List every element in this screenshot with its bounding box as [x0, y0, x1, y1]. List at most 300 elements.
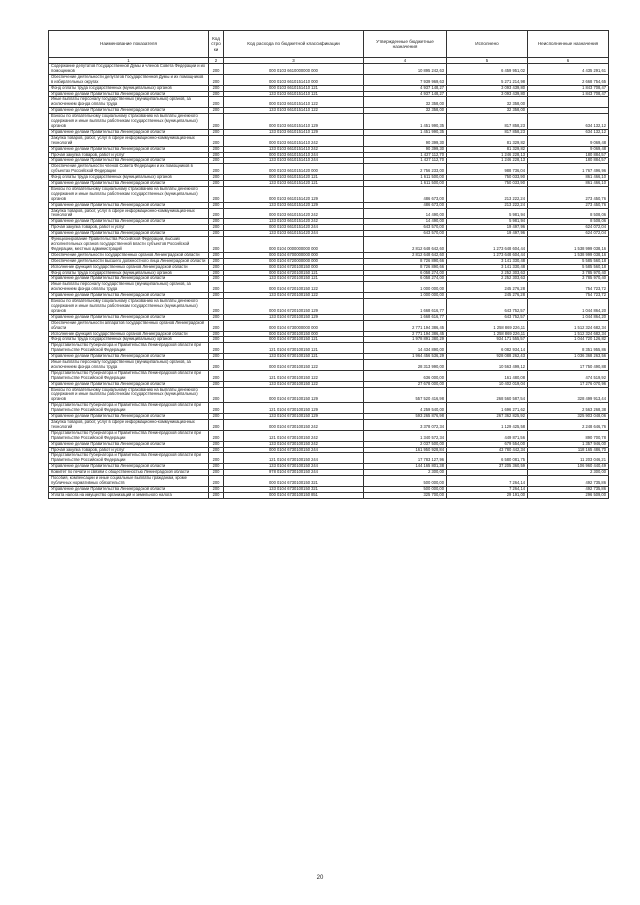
row-approved: 1 611 500,00: [364, 181, 447, 187]
row-unexecuted: 492 735,86: [528, 476, 609, 487]
row-approved: 144 165 801,38: [364, 464, 447, 470]
row-line-code: 200: [209, 486, 224, 492]
row-executed: 2 252 303,63: [447, 276, 528, 282]
row-executed: 1 273 648 604,44: [447, 237, 528, 253]
row-unexecuted: 634 132,12: [528, 114, 609, 130]
row-name: Прочая закупка товаров, работ и услуг: [49, 152, 209, 158]
row-line-code: 200: [209, 470, 224, 476]
row-executed: 32 358,00: [447, 97, 528, 108]
row-approved: 6 058 274,00: [364, 270, 447, 276]
row-budget-code: 000 0104 0000000000 000: [224, 237, 364, 253]
row-name: Иные выплаты персоналу государственных (муниципальных) органов, за исключением фонда оплаты труда: [49, 282, 209, 293]
row-executed: 245 276,28: [447, 282, 528, 293]
row-approved: 636 000,00: [364, 370, 447, 381]
table-row: [49, 360, 609, 371]
row-budget-code: 000 0104 6730100150 000: [224, 331, 364, 337]
row-unexecuted: 1 044 864,20: [528, 314, 609, 320]
table-row: [49, 492, 609, 498]
row-name: Обеспечение деятельности депутатов Государственной Думы и их помощников в избирательных округах: [49, 74, 209, 85]
row-line-code: 200: [209, 152, 224, 158]
row-budget-code: 000 0104 6730000000 000: [224, 320, 364, 331]
row-budget-code: 000 0103 6610151410 129: [224, 114, 364, 130]
row-executed: 750 033,90: [447, 175, 528, 181]
row-unexecuted: 106 960 440,49: [528, 464, 609, 470]
table-header-row: [49, 31, 609, 58]
table-row: [49, 114, 609, 130]
row-budget-code: 133 0104 6730100150 122: [224, 381, 364, 387]
row-name: Иные выплаты персоналу государственных (муниципальных) органов, за исключением фонда оплаты труда: [49, 97, 209, 108]
row-name: Управление делами Правительства Ленинградской области: [49, 314, 209, 320]
header-approved: Утвержденные бюджетные назначения: [364, 31, 447, 58]
row-line-code: 200: [209, 447, 224, 453]
row-approved: 1 964 456 536,29: [364, 354, 447, 360]
row-executed: 1 696 271,62: [447, 403, 528, 414]
row-approved: 1 611 500,00: [364, 175, 447, 181]
header-name: Наименование показателя: [49, 31, 209, 58]
row-approved: 17 783 127,96: [364, 453, 447, 464]
row-budget-code: 000 0104 6720100150 129: [224, 299, 364, 315]
row-line-code: 200: [209, 299, 224, 315]
row-unexecuted: 2 563 268,38: [528, 403, 609, 414]
row-line-code: 200: [209, 387, 224, 403]
row-approved: 325 700,00: [364, 492, 447, 498]
header-unexecuted: Неисполненные назначения: [528, 31, 609, 58]
row-approved: 557 520 416,98: [364, 387, 447, 403]
row-budget-code: 000 0103 6610151420 121: [224, 175, 364, 181]
row-executed: 43 780 442,34: [447, 447, 528, 453]
row-budget-code: 000 0103 6610000000 000: [224, 64, 364, 75]
row-executed: 29 191,00: [447, 492, 528, 498]
row-name: Представительство Губернатора и Правительства Ленинградской области при Правительстве Российской Федерации: [49, 343, 209, 354]
row-line-code: 200: [209, 270, 224, 276]
row-executed: 3 141 330,48: [447, 264, 528, 270]
row-name: Управление делами Правительства Ленинградской области: [49, 181, 209, 187]
row-name: Фонд оплаты труда государственных (муниципальных) органов: [49, 270, 209, 276]
row-unexecuted: 890 700,78: [528, 430, 609, 441]
table-row: [49, 299, 609, 315]
row-line-code: 200: [209, 202, 224, 208]
row-line-code: 200: [209, 97, 224, 108]
row-budget-code: 000 0104 6720000000 000: [224, 258, 364, 264]
row-unexecuted: 754 723,72: [528, 282, 609, 293]
row-unexecuted: 11 203 046,21: [528, 453, 609, 464]
column-number: 3: [224, 58, 364, 64]
row-approved: 10 895 242,63: [364, 64, 447, 75]
row-budget-code: 000 0104 6730100150 851: [224, 492, 364, 498]
row-unexecuted: 1 036 368 263,56: [528, 354, 609, 360]
row-name: Обеспечение деятельности членов Совета Федерации и их помощников в субъектах Российской Федерации: [49, 164, 209, 175]
row-approved: 14 490,00: [364, 219, 447, 225]
row-name: Взносы по обязательному социальному страхованию на выплаты денежного содержания и иные выплаты работникам государственных (муниципальных) органов: [49, 186, 209, 202]
row-line-code: 200: [209, 225, 224, 231]
row-unexecuted: 624 072,04: [528, 225, 609, 231]
table-row: [49, 403, 609, 414]
table-row: [49, 186, 609, 202]
column-number: 4: [364, 58, 447, 64]
row-name: Управление делами Правительства Ленинградской области: [49, 293, 209, 299]
row-executed: 19 497,96: [447, 231, 528, 237]
row-unexecuted: 5 585 560,18: [528, 258, 609, 264]
row-unexecuted: 754 723,72: [528, 293, 609, 299]
row-unexecuted: 5 585 560,18: [528, 264, 609, 270]
row-line-code: 200: [209, 430, 224, 441]
row-executed: 1 246 228,13: [447, 152, 528, 158]
row-name: Управление делами Правительства Ленинградской области: [49, 441, 209, 447]
row-approved: 8 726 890,66: [364, 264, 447, 270]
row-unexecuted: 17 750 490,88: [528, 360, 609, 371]
row-name: Содержание депутатов Государственной Думы и членов Совета Федерации и их помощников: [49, 64, 209, 75]
row-budget-code: 000 0104 6720100150 122: [224, 282, 364, 293]
row-line-code: 200: [209, 492, 224, 498]
row-line-code: 200: [209, 237, 224, 253]
row-unexecuted: 2 248 646,76: [528, 420, 609, 431]
row-approved: 90 399,30: [364, 146, 447, 152]
row-unexecuted: 3 785 970,40: [528, 270, 609, 276]
row-approved: 32 358,00: [364, 108, 447, 114]
row-name: Уплата налога на имущество организаций и земельного налога: [49, 492, 209, 498]
row-approved: 2 812 648 642,60: [364, 252, 447, 258]
row-budget-code: 133 0103 6610151410 121: [224, 91, 364, 97]
row-approved: 1 978 891 380,29: [364, 337, 447, 343]
row-approved: 2 300,00: [364, 470, 447, 476]
header-executed: Исполнено: [447, 31, 528, 58]
row-line-code: 200: [209, 85, 224, 91]
row-line-code: 200: [209, 64, 224, 75]
row-executed: 817 858,23: [447, 129, 528, 135]
row-line-code: 200: [209, 441, 224, 447]
row-approved: 1 000 000,00: [364, 282, 447, 293]
row-name: Обеспечение деятельности высшего должностного лица Ленинградской области: [49, 258, 209, 264]
row-executed: 1 129 425,58: [447, 420, 528, 431]
row-line-code: 200: [209, 208, 224, 219]
table-row: [49, 74, 609, 85]
table-row: [49, 208, 609, 219]
row-line-code: 200: [209, 231, 224, 237]
row-executed: 934 171 555,57: [447, 337, 528, 343]
row-unexecuted: 4 435 291,61: [528, 64, 609, 75]
row-executed: 5 271 214,98: [447, 74, 528, 85]
row-unexecuted: 624 072,04: [528, 231, 609, 237]
row-unexecuted: 1 512 324 682,34: [528, 320, 609, 331]
row-unexecuted: 8 508,06: [528, 208, 609, 219]
row-budget-code: 133 0104 6720100150 129: [224, 314, 364, 320]
row-executed: 7 264,14: [447, 476, 528, 487]
row-executed: 19 497,96: [447, 225, 528, 231]
row-executed: 3 093 439,80: [447, 91, 528, 97]
row-line-code: 200: [209, 158, 224, 164]
row-line-code: 200: [209, 129, 224, 135]
row-approved: 7 939 969,63: [364, 74, 447, 85]
row-budget-code: 000 0103 6610151410 242: [224, 135, 364, 146]
row-budget-code: 000 0104 6730100150 242: [224, 420, 364, 431]
row-unexecuted: 1 357 946,00: [528, 441, 609, 447]
row-name: Закупка товаров, работ, услуг в сфере информационно-коммуникационных технологий: [49, 208, 209, 219]
row-approved: 500 000,00: [364, 486, 447, 492]
row-unexecuted: 1 538 999 038,16: [528, 237, 609, 253]
row-unexecuted: 1 044 864,20: [528, 299, 609, 315]
row-name: Фонд оплаты труда государственных (муниципальных) органов: [49, 337, 209, 343]
row-executed: 750 033,90: [447, 181, 528, 187]
row-name: Представительство Губернатора и Правительства Ленинградской области при Правительстве Российской Федерации: [49, 430, 209, 441]
row-name: Управление делами Правительства Ленинградской области: [49, 108, 209, 114]
row-line-code: 200: [209, 343, 224, 354]
row-line-code: 200: [209, 164, 224, 175]
row-executed: 928 088 262,43: [447, 354, 528, 360]
row-approved: 1 451 990,35: [364, 114, 447, 130]
row-budget-code: 000 0103 6610151420 242: [224, 208, 364, 219]
row-unexecuted: 273 450,76: [528, 202, 609, 208]
budget-report-sheet: [48, 30, 608, 499]
row-line-code: 200: [209, 293, 224, 299]
row-unexecuted: 9 069,48: [528, 146, 609, 152]
row-approved: 161 950 928,84: [364, 447, 447, 453]
row-approved: 14 490,00: [364, 208, 447, 219]
row-name: Функционирование Правительства Российской Федерации, высших исполнительных органов государственной власти субъектов Российской Федерации, местных администраций: [49, 237, 209, 253]
row-approved: 8 726 890,66: [364, 258, 447, 264]
row-unexecuted: 118 165 486,70: [528, 447, 609, 453]
table-row: [49, 320, 609, 331]
row-executed: 988 736,04: [447, 164, 528, 175]
row-budget-code: 000 0104 6730100150 122: [224, 360, 364, 371]
row-line-code: 200: [209, 453, 224, 464]
row-line-code: 200: [209, 320, 224, 331]
row-executed: 161 480,08: [447, 370, 528, 381]
row-executed: 213 222,24: [447, 186, 528, 202]
row-budget-code: 133 0104 6730100150 242: [224, 441, 364, 447]
row-line-code: 200: [209, 74, 224, 85]
row-name: Представительство Губернатора и Правительства Ленинградской области при Правительстве Российской Федерации: [49, 453, 209, 464]
row-unexecuted: 17 276 070,96: [528, 381, 609, 387]
row-line-code: 200: [209, 381, 224, 387]
row-name: Прочая закупка товаров, работ и услуг: [49, 447, 209, 453]
row-line-code: 200: [209, 464, 224, 470]
row-budget-code: 133 0104 6730100150 244: [224, 464, 364, 470]
row-budget-code: 121 0104 6730100150 122: [224, 370, 364, 381]
row-line-code: 200: [209, 114, 224, 130]
row-name: Управление делами Правительства Ленинградской области: [49, 276, 209, 282]
row-unexecuted: 1 538 999 038,16: [528, 252, 609, 258]
budget-execution-table: [48, 30, 609, 499]
row-unexecuted: 8 508,06: [528, 219, 609, 225]
row-name: Управление делами Правительства Ленинградской области: [49, 464, 209, 470]
row-executed: 643 752,57: [447, 299, 528, 315]
row-approved: 90 399,30: [364, 135, 447, 146]
row-executed: 1 258 869 226,11: [447, 331, 528, 337]
row-approved: 1 427 112,70: [364, 152, 447, 158]
row-approved: 2 771 194 386,45: [364, 331, 447, 337]
row-name: Закупка товаров, работ, услуг в сфере информационно-коммуникационных технологий: [49, 420, 209, 431]
row-approved: 1 668 616,77: [364, 299, 447, 315]
row-budget-code: 000 0104 6700000000 000: [224, 252, 364, 258]
row-name: Управление делами Правительства Ленинградской области: [49, 231, 209, 237]
row-unexecuted: 634 132,12: [528, 129, 609, 135]
row-line-code: 200: [209, 175, 224, 181]
row-budget-code: 133 0103 6610151410 122: [224, 108, 364, 114]
row-unexecuted: 180 884,57: [528, 152, 609, 158]
row-executed: 679 554,00: [447, 441, 528, 447]
row-approved: 14 434 890,00: [364, 343, 447, 354]
row-unexecuted: 474 519,92: [528, 370, 609, 381]
row-name: Управление делами Правительства Ленинградской области: [49, 129, 209, 135]
row-line-code: 200: [209, 181, 224, 187]
row-unexecuted: 325 903 048,06: [528, 414, 609, 420]
row-executed: 1 246 228,13: [447, 158, 528, 164]
row-budget-code: 000 0104 6730100150 321: [224, 476, 364, 487]
header-code: Код стро ки: [209, 31, 224, 58]
column-number: 6: [528, 58, 609, 64]
row-name: Взносы по обязательному социальному страхованию на выплаты денежного содержания и иные выплаты работникам государственных (муниципальных) органов: [49, 299, 209, 315]
row-approved: 1 340 572,34: [364, 430, 447, 441]
row-budget-code: 133 0103 6610151410 244: [224, 158, 364, 164]
table-row: [49, 370, 609, 381]
column-number: 5: [447, 58, 528, 64]
row-line-code: 200: [209, 360, 224, 371]
row-executed: 245 276,28: [447, 293, 528, 299]
row-unexecuted: 3 785 970,40: [528, 276, 609, 282]
row-name: Исполнение функций государственных органов Ленинградской области: [49, 264, 209, 270]
row-executed: 10 563 499,12: [447, 360, 528, 371]
row-budget-code: 000 0104 6730100150 244: [224, 447, 364, 453]
row-executed: 1 273 648 604,44: [447, 252, 528, 258]
row-line-code: 200: [209, 414, 224, 420]
row-unexecuted: 273 450,76: [528, 186, 609, 202]
row-budget-code: 133 0103 6610151420 244: [224, 231, 364, 237]
row-budget-code: 133 0104 6730100150 121: [224, 354, 364, 360]
row-budget-code: 000 0103 6610151420 129: [224, 186, 364, 202]
row-name: Пособия, компенсации и иные социальные выплаты гражданам, кроме публичных нормативных обязательств: [49, 476, 209, 487]
row-name: Представительство Губернатора и Правительства Ленинградской области при Правительстве Российской Федерации: [49, 403, 209, 414]
row-name: Управление делами Правительства Ленинградской области: [49, 202, 209, 208]
column-number: 2: [209, 58, 224, 64]
row-approved: 643 570,00: [364, 225, 447, 231]
row-budget-code: 000 0103 6610151420 244: [224, 225, 364, 231]
row-line-code: 200: [209, 403, 224, 414]
row-name: Иные выплаты персоналу государственных (муниципальных) органов, за исключением фонда оплаты труда: [49, 360, 209, 371]
row-approved: 486 673,00: [364, 202, 447, 208]
table-row: [49, 164, 609, 175]
row-executed: 7 264,14: [447, 486, 528, 492]
row-unexecuted: 8 351 955,86: [528, 343, 609, 354]
row-name: Комитет по печати и связям с общественностью Ленинградской области: [49, 470, 209, 476]
row-executed: 267 362 825,92: [447, 414, 528, 420]
row-budget-code: 000 0103 6610151420 000: [224, 164, 364, 175]
row-unexecuted: 861 466,10: [528, 181, 609, 187]
row-name: Взносы по обязательному социальному страхованию на выплаты денежного содержания и иные выплаты работникам государственных (муниципальных) органов: [49, 114, 209, 130]
row-executed: 3 093 439,80: [447, 85, 528, 91]
row-executed: 81 329,82: [447, 135, 528, 146]
row-executed: 37 205 360,59: [447, 464, 528, 470]
row-approved: 32 358,00: [364, 97, 447, 108]
row-budget-code: 121 0104 6730100150 121: [224, 343, 364, 354]
row-line-code: 200: [209, 91, 224, 97]
row-name: Фонд оплаты труда государственных (муниципальных) органов: [49, 175, 209, 181]
row-unexecuted: 1 512 324 682,34: [528, 331, 609, 337]
table-row: [49, 453, 609, 464]
row-line-code: 200: [209, 186, 224, 202]
table-row: [49, 343, 609, 354]
row-budget-code: 121 0104 6730100150 244: [224, 453, 364, 464]
row-name: Управление делами Правительства Ленинградской области: [49, 91, 209, 97]
row-executed: 81 329,82: [447, 146, 528, 152]
row-name: Закупка товаров, работ, услуг в сфере информационно-коммуникационных технологий: [49, 135, 209, 146]
row-executed: 3 141 330,48: [447, 258, 528, 264]
row-line-code: 200: [209, 420, 224, 431]
row-approved: 1 427 112,70: [364, 158, 447, 164]
row-budget-code: 000 0103 6610151410 122: [224, 97, 364, 108]
row-approved: 2 812 648 642,60: [364, 237, 447, 253]
row-approved: 2 756 233,00: [364, 164, 447, 175]
row-line-code: 200: [209, 370, 224, 381]
row-line-code: 200: [209, 146, 224, 152]
row-budget-code: 133 0103 6610151420 121: [224, 181, 364, 187]
row-budget-code: 000 0104 6730100150 121: [224, 337, 364, 343]
table-row: [49, 430, 609, 441]
table-row: [49, 97, 609, 108]
row-name: Исполнение функций государственных органов Ленинградской области: [49, 331, 209, 337]
row-executed: 10 402 019,04: [447, 381, 528, 387]
row-executed: 213 222,24: [447, 202, 528, 208]
row-name: Фонд оплаты труда государственных (муниципальных) органов: [49, 85, 209, 91]
row-budget-code: 133 0103 6610151420 129: [224, 202, 364, 208]
row-unexecuted: 2 300,00: [528, 470, 609, 476]
row-approved: 2 771 194 386,45: [364, 320, 447, 331]
row-line-code: 200: [209, 252, 224, 258]
header-budget-code: Код расхода по бюджетной классификации: [224, 31, 364, 58]
row-approved: 643 570,00: [364, 231, 447, 237]
row-name: Управление делами Правительства Ленинградской области: [49, 146, 209, 152]
row-name: Управление делами Правительства Ленинградской области: [49, 486, 209, 492]
row-executed: 6 580 081,75: [447, 453, 528, 464]
table-row: [49, 476, 609, 487]
row-unexecuted: [528, 97, 609, 108]
table-row: [49, 282, 609, 293]
row-approved: 1 668 616,77: [364, 314, 447, 320]
table-row: [49, 135, 609, 146]
row-approved: 1 451 990,35: [364, 129, 447, 135]
row-approved: 486 673,00: [364, 186, 447, 202]
table-row: [49, 420, 609, 431]
row-unexecuted: 296 509,00: [528, 492, 609, 498]
row-executed: 1 258 869 226,11: [447, 320, 528, 331]
row-line-code: 200: [209, 258, 224, 264]
row-unexecuted: 2 668 754,65: [528, 74, 609, 85]
row-name: Управление делами Правительства Ленинградской области: [49, 414, 209, 420]
row-executed: 2 252 303,63: [447, 270, 528, 276]
row-approved: 1 000 000,00: [364, 293, 447, 299]
row-budget-code: 000 0104 6720100150 121: [224, 270, 364, 276]
row-approved: 593 265 876,98: [364, 414, 447, 420]
row-name: Управление делами Правительства Ленинградской области: [49, 381, 209, 387]
row-approved: 4 937 148,27: [364, 91, 447, 97]
row-line-code: 200: [209, 314, 224, 320]
row-budget-code: 133 0104 6720100150 122: [224, 293, 364, 299]
page-number: 20: [316, 875, 324, 881]
row-executed: 6 082 934,14: [447, 343, 528, 354]
row-unexecuted: 861 466,10: [528, 175, 609, 181]
row-line-code: 200: [209, 282, 224, 293]
row-budget-code: 000 0104 6720100150 000: [224, 264, 364, 270]
row-unexecuted: 180 884,57: [528, 158, 609, 164]
table-row: [49, 387, 609, 403]
row-approved: 4 259 540,00: [364, 403, 447, 414]
row-line-code: 200: [209, 331, 224, 337]
row-line-code: 200: [209, 135, 224, 146]
row-approved: 6 058 274,00: [364, 276, 447, 282]
row-budget-code: 133 0103 6610151420 242: [224, 219, 364, 225]
row-budget-code: 121 0104 6730100150 242: [224, 430, 364, 441]
row-approved: 28 313 990,00: [364, 360, 447, 371]
row-executed: 6 459 951,02: [447, 64, 528, 75]
